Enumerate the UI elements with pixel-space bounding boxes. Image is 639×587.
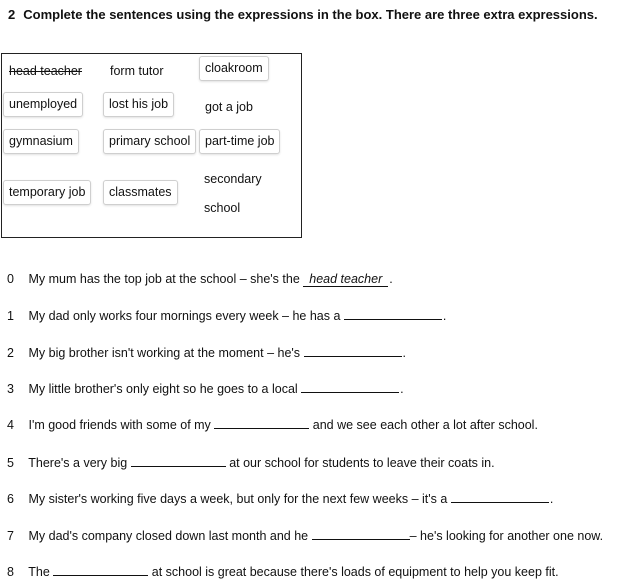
sentence bbox=[7, 454, 495, 471]
word-chip[interactable]: cloakroom bbox=[199, 56, 269, 81]
sentence-number: 3 bbox=[7, 382, 14, 396]
sentence bbox=[7, 380, 404, 397]
word-chip[interactable]: primary school bbox=[103, 129, 196, 154]
word-chip[interactable]: part-time job bbox=[199, 129, 280, 154]
sentence-text: There's a very big bbox=[28, 456, 128, 470]
sentence-text: The bbox=[28, 565, 50, 579]
sentence bbox=[7, 307, 446, 324]
word-chip[interactable]: gymnasium bbox=[3, 129, 79, 154]
answer-blank[interactable] bbox=[214, 416, 309, 429]
sentence-number: 1 bbox=[7, 309, 14, 323]
sentence-text: My sister's working five days a week, but only for the next few weeks – it's a bbox=[28, 492, 448, 506]
sentence bbox=[7, 527, 603, 544]
exercise-instruction: Complete the sentences using the expressions in the box. There are three extra expressions. bbox=[23, 7, 598, 22]
sentence bbox=[7, 416, 538, 433]
sentence-text: My mum has the top job at the school – she's the bbox=[28, 272, 300, 286]
exercise-heading bbox=[8, 7, 598, 22]
sentence-number: 4 bbox=[7, 418, 14, 432]
sentence-number: 5 bbox=[7, 456, 14, 470]
word-chip[interactable]: temporary job bbox=[3, 180, 91, 205]
word-chip[interactable]: secondary bbox=[204, 172, 262, 186]
sentence-number: 0 bbox=[7, 272, 14, 286]
sentence-end: . bbox=[389, 272, 393, 286]
answer-blank[interactable] bbox=[131, 454, 226, 467]
sentence-text: My dad's company closed down last month and he bbox=[28, 529, 309, 543]
exercise-number: 2 bbox=[8, 7, 16, 22]
sentence-end: . bbox=[402, 346, 407, 360]
answer-blank[interactable] bbox=[304, 344, 402, 357]
sentence bbox=[7, 344, 406, 361]
sentence-text: My big brother isn't working at the moment – he's bbox=[28, 346, 301, 360]
sentence bbox=[7, 490, 553, 507]
word-chip[interactable]: unemployed bbox=[3, 92, 83, 117]
word-chip[interactable]: classmates bbox=[103, 180, 178, 205]
sentence-text: and we see each other a lot after school. bbox=[312, 418, 538, 432]
word-chip-line2: school bbox=[204, 201, 241, 215]
sentence-number: 7 bbox=[7, 529, 14, 543]
answer-blank[interactable] bbox=[301, 380, 399, 393]
word-box bbox=[1, 53, 302, 238]
answer-blank[interactable] bbox=[312, 527, 410, 540]
sentence-end: . bbox=[549, 492, 554, 506]
sentence-number: 2 bbox=[7, 346, 14, 360]
sentence-text: at our school for students to leave their coats in. bbox=[229, 456, 495, 470]
answer-blank[interactable] bbox=[451, 490, 549, 503]
sentence-text: at school is great because there's loads of equipment to help you keep fit. bbox=[151, 565, 559, 579]
answer-example: head teacher bbox=[303, 272, 388, 287]
sentence-number: 6 bbox=[7, 492, 14, 506]
word-chip[interactable]: lost his job bbox=[103, 92, 174, 117]
answer-blank[interactable] bbox=[344, 307, 442, 320]
sentence-text: I'm good friends with some of my bbox=[28, 418, 211, 432]
sentence-end: . bbox=[400, 382, 404, 396]
sentence-number: 8 bbox=[7, 565, 14, 579]
word-chip[interactable]: got a job bbox=[205, 100, 253, 114]
word-chip[interactable]: form tutor bbox=[110, 64, 164, 78]
answer-blank[interactable] bbox=[53, 563, 148, 576]
sentence-text: My dad only works four mornings every week – he has a bbox=[28, 309, 341, 323]
sentence bbox=[7, 271, 393, 287]
sentence-text: My little brother's only eight so he goes to a local bbox=[28, 382, 298, 396]
sentence-end: . bbox=[442, 309, 447, 323]
sentence-text: – he's looking for another one now. bbox=[409, 529, 604, 543]
sentence bbox=[7, 563, 559, 580]
word-chip[interactable]: head teacher bbox=[9, 64, 82, 78]
